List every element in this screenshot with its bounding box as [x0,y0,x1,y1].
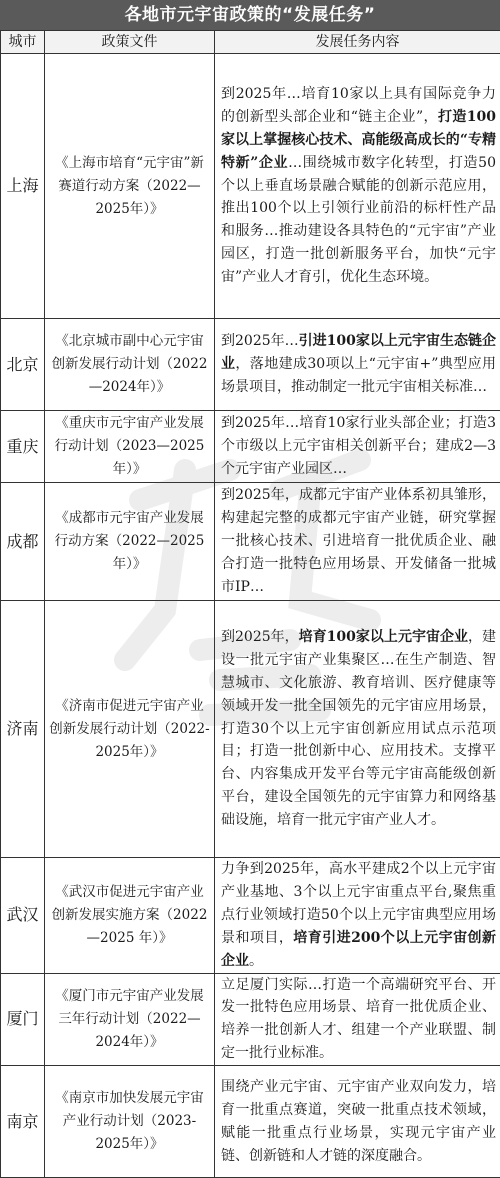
task-text-emphasis: 打造100家以上掌握核心技术、高能级高成长的“专精特新”企业 [221,109,496,171]
task-cell [215,319,500,411]
task-text-emphasis: 培育100家以上元宇宙企业 [299,629,468,645]
table-header-row [1,31,500,54]
task-cell [215,973,500,1066]
city-cell: 济南 [1,601,45,858]
task-cell [215,601,500,858]
table-row [1,601,500,858]
page-title: 各地市元宇宙政策的“发展任务” [0,0,500,30]
doc-cell: 《成都市元宇宙产业发展行动方案（2022—2025年）》 [45,483,215,601]
task-text: 到2025年…培育10家行业头部企业；打造3个市级以上元宇宙相关创新平台；建成2—3个元宇宙产业园区… [221,415,496,477]
header-city: 城市 [1,31,45,54]
table-row [1,411,500,483]
policy-table [0,30,500,1178]
doc-cell: 《厦门市元宇宙产业发展三年行动计划（2022—2024年）》 [45,973,215,1066]
doc-cell: 《济南市促进元宇宙产业创新发展行动计划（2022-2025年）》 [45,601,215,858]
task-text: 立足厦门实际…打造一个高端研究平台、开发一批特色应用场景、培育一批优质企业、培养一批创新人才、组建一个产业联盟、制定一批行业标准。 [221,977,496,1062]
task-text: 到2025年…培育10家以上具有国际竞争力的创新型头部企业和“链主企业”， [221,86,496,125]
doc-cell: 《武汉市促进元宇宙产业创新发展实施方案（2022—2025 年）》 [45,858,215,974]
city-cell: 重庆 [1,411,45,483]
city-cell: 北京 [1,319,45,411]
table-row [1,973,500,1066]
task-cell [215,483,500,601]
task-cell [215,411,500,483]
city-cell: 武汉 [1,858,45,974]
task-text: 。 [249,953,263,969]
doc-cell: 《重庆市元宇宙产业发展行动计划（2023—2025年）》 [45,411,215,483]
city-cell: 上海 [1,54,45,319]
table-row [1,1066,500,1178]
table-row [1,858,500,974]
doc-cell: 《上海市培育“元宇宙”新赛道行动方案（2022—2025年）》 [45,54,215,319]
task-text-emphasis: 引进100家以上元宇宙生态链企业 [221,333,496,372]
table-row [1,483,500,601]
doc-cell: 《南京市加快发展元宇宙产业行动计划（2023-2025年）》 [45,1066,215,1178]
task-cell [215,1066,500,1178]
task-text: ，落地建成30项以上“元宇宙+”典型应用场景项目，推动制定一批元宇宙相关标准… [221,356,496,395]
task-text: 力争到2025年，高水平建成2个以上元宇宙产业基地、3个以上元宇宙重点平台,聚焦重点行业领域打造50个以上元宇宙典型应用场景和项目， [221,861,496,946]
table-row [1,319,500,411]
task-text: 到2025年… [221,333,299,349]
city-cell: 成都 [1,483,45,601]
task-text: ，建设一批元宇宙产业集聚区…在生产制造、智慧城市、文化旅游、教育培训、医疗健康等领域开发一批全国领先的元宇宙应用场景，打造30个以上元宇宙创新应用试点示范项目；打造一批创新中心、应用技术。支撑平台、内容集成开发平台等元宇宙高能级创新平台，建设全国领先的元宇宙算力和网络基础设施，培育一批元宇宙产业人才。 [221,629,496,828]
task-cell [215,858,500,974]
task-text: …围绕城市数字化转型，打造50个以上垂直场景融合赋能的创新示范应用，推出100个以上引领行业前沿的标杆性产品和服务…推动建设各具特色的“元宇宙”产业园区，打造一批创新服务平台，加快“元宇宙”产业人才育引，优化生态环境。 [221,155,496,286]
task-cell [215,54,500,319]
task-text: 到2025年，成都元宇宙产业体系初具雏形，构建起完整的成都元宇宙产业链，研究掌握一批核心技术、引进培育一批优质企业、融合打造一批特色应用场景、开发储备一批城市IP… [221,487,496,595]
header-task: 发展任务内容 [215,31,500,54]
city-cell: 南京 [1,1066,45,1178]
header-doc: 政策文件 [45,31,215,54]
task-text-emphasis: 培育引进200个以上元宇宙创新企业 [221,930,496,969]
table-row [1,54,500,319]
doc-cell: 《北京城市副中心元宇宙创新发展行动计划（2022—2024年）》 [45,319,215,411]
task-text: 围绕产业元宇宙、元宇宙产业双向发力，培育一批重点赛道，突破一批重点技术领域，赋能一批重点行业场景，实现元宇宙产业链、创新链和人才链的深度融合。 [221,1079,496,1164]
task-text: 到2025年， [221,629,299,645]
city-cell: 厦门 [1,973,45,1066]
